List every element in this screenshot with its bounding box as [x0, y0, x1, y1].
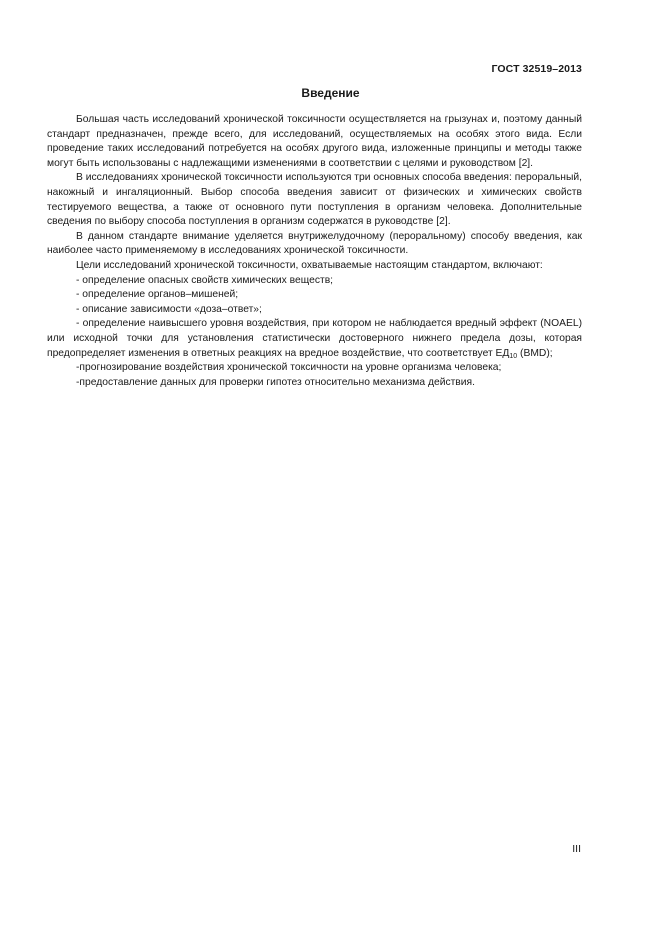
paragraph: Большая часть исследований хронической токсичности осуществляется на грызунах и, поэтому данный стандарт предназначен, прежде всего, для исследований, осуществляемых на особях этого вида. Если проведение таких исследований потребуется на особях другого вида, изложенные принципы и методы также могут быть использованы с надлежащими изменениями в соответствии с целями и руководством [2]. [47, 114, 582, 169]
list-item: - описание зависимости «доза–ответ»; [76, 303, 262, 315]
paragraph: В данном стандарте внимание уделяется внутрижелудочному (пероральному) способу введения, как наиболее часто применяемому в исследованиях хронической токсичности. [47, 230, 582, 257]
subscript: 10 [509, 352, 518, 360]
list-item-suffix: (BMD); [517, 347, 553, 359]
document-number: ГОСТ 32519–2013 [491, 63, 582, 75]
document-body [47, 113, 582, 390]
list-item: -прогнозирование воздействия хронической токсичности на уровне организма человека; [76, 362, 502, 374]
list-item: -предоставление данных для проверки гипотез относительно механизма действия. [76, 376, 475, 388]
list-item: - определение опасных свойств химических веществ; [76, 274, 334, 286]
section-title: Введение [301, 86, 360, 100]
page-number: III [572, 843, 581, 855]
list-item-noael [47, 317, 582, 361]
paragraph: Цели исследований хронической токсичности, охватываемые настоящим стандартом, включают: [76, 259, 543, 271]
list-item-text: - определение наивысшего уровня воздействия, при котором не наблюдается вредный эффект (NOAEL) или исходной точки для установления статистически достоверного нижнего предела дозы, которая предопределяет изменения в ответных реакциях на вредное воздействие, что соответствует ЕД [47, 318, 582, 359]
list-item: - определение органов–мишеней; [76, 289, 239, 301]
paragraph: В исследованиях хронической токсичности используются три основных способа введения: пероральный, накожный и ингаляционный. Выбор способа введения зависит от физических и химических свойств тестируемого вещества, а также от основного пути поступления в организм человека. Дополнительные сведения по выбору способа поступления в организм содержатся в руководстве [2]. [47, 172, 582, 228]
